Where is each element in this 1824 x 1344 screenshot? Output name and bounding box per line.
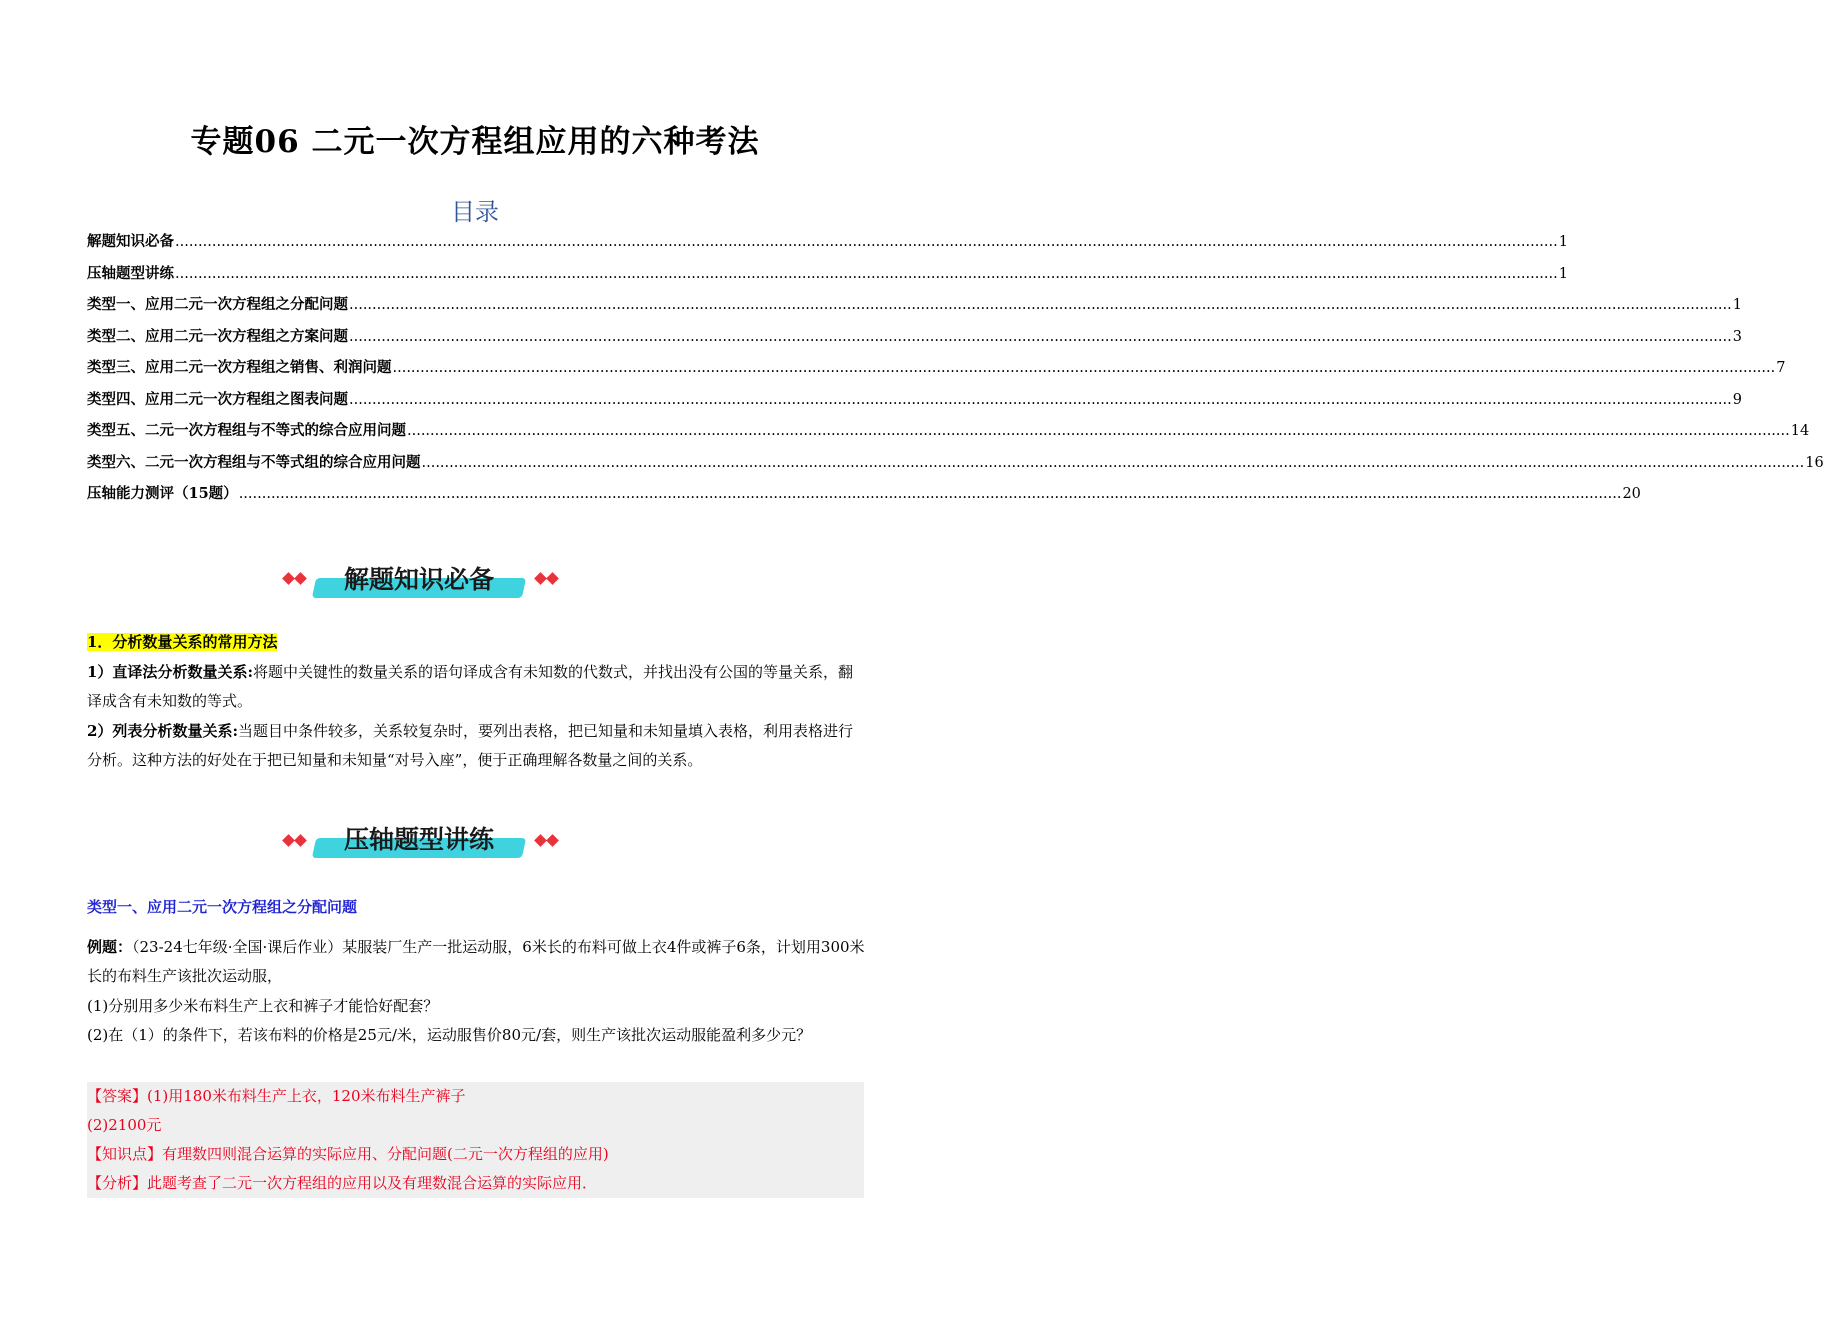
toc-entry[interactable] bbox=[87, 321, 1742, 353]
analysis: 【分析】此题考查了二元一次方程组的应用以及有理数混合运算的实际应用． bbox=[87, 1174, 598, 1192]
toc-entry-page: 16 bbox=[1805, 454, 1824, 471]
toc-leader-dots: ............................................................................................................................................................................................................................................................................................................ bbox=[421, 454, 1805, 471]
toc-entry-label: 类型四、应用二元一次方程组之图表问题 bbox=[87, 390, 348, 408]
method-paragraph-1: 1）直译法分析数量关系:将题中关键性的数量关系的语句译成含有未知数的代数式，并找出没有公国的等量关系，翻译成含有未知数的等式。 bbox=[87, 662, 853, 710]
toc-entry[interactable] bbox=[87, 415, 1810, 447]
knowledge-section bbox=[87, 628, 865, 776]
diamond-icon bbox=[282, 834, 295, 847]
toc-entry[interactable] bbox=[87, 226, 1568, 258]
toc-entry[interactable] bbox=[87, 478, 1641, 510]
type1-section bbox=[87, 893, 865, 1051]
banner-title: 解题知识必备 bbox=[343, 565, 494, 594]
toc-leader-dots: ............................................................................................................................................................................................................................................................................................................ bbox=[238, 486, 1622, 502]
toc-entry[interactable] bbox=[87, 258, 1568, 290]
toc-entry[interactable] bbox=[87, 447, 1824, 479]
toc-leader-dots: ............................................................................................................................................................................................................................................................................................................ bbox=[392, 360, 1776, 376]
toc-entry-label: 类型二、应用二元一次方程组之方案问题 bbox=[87, 327, 348, 345]
banner-title: 压轴题型讲练 bbox=[343, 825, 494, 854]
toc-entry-label: 压轴能力测评（15题） bbox=[87, 485, 238, 502]
toc-entry-label: 类型六、二元一次方程组与不等式组的综合应用问题 bbox=[87, 453, 421, 471]
diamond-icon bbox=[546, 572, 559, 585]
toc-entry-page: 9 bbox=[1732, 391, 1742, 408]
diamond-icon bbox=[534, 834, 547, 847]
answer-box bbox=[87, 1082, 864, 1198]
toc-entry-label: 类型三、应用二元一次方程组之销售、利润问题 bbox=[87, 359, 392, 376]
toc-leader-dots: ............................................................................................................................................................................................................................................................................................................ bbox=[349, 297, 1732, 313]
diamond-icon bbox=[282, 572, 295, 585]
method-paragraph-2: 2）列表分析数量关系:当题目中条件较多，关系较复杂时，要列出表格，把已知量和未知量填入表格，利用表格进行分析。这种方法的好处在于把已知量和未知量“对号入座”，便于正确理解各数量之间的关系。 bbox=[87, 721, 853, 769]
toc-entry-label: 解题知识必备 bbox=[87, 233, 174, 250]
toc-leader-dots: ............................................................................................................................................................................................................................................................................................................ bbox=[349, 328, 1732, 345]
knowledge-heading: 1．分析数量关系的常用方法 bbox=[87, 633, 278, 651]
section-banner-knowledge bbox=[278, 556, 560, 606]
diamond-icon bbox=[546, 834, 559, 847]
toc-heading: 目录 bbox=[451, 198, 499, 226]
question-1: (1)分别用多少米布料生产上衣和裤子才能恰好配套？ bbox=[87, 996, 439, 1015]
answer-line-2: (2)2100元 bbox=[87, 1116, 162, 1134]
type1-heading: 类型一、应用二元一次方程组之分配问题 bbox=[87, 898, 358, 916]
diamond-icon bbox=[294, 834, 307, 847]
toc-entry-label: 类型一、应用二元一次方程组之分配问题 bbox=[87, 296, 348, 313]
toc-entry-page: 14 bbox=[1790, 423, 1810, 439]
page-title: 专题06 二元一次方程组应用的六种考法 bbox=[190, 124, 760, 160]
toc-entry-page: 7 bbox=[1776, 360, 1786, 376]
toc-leader-dots: ............................................................................................................................................................................................................................................................................................................ bbox=[175, 265, 1558, 282]
diamond-icon bbox=[534, 572, 547, 585]
toc-entry-page: 20 bbox=[1622, 486, 1641, 502]
toc-entry-label: 压轴题型讲练 bbox=[87, 264, 174, 282]
toc-entry-page: 1 bbox=[1558, 265, 1568, 282]
toc-entry[interactable] bbox=[87, 384, 1742, 416]
question-2: (2)在（1）的条件下，若该布料的价格是25元/米，运动服售价80元/套，则生产该批次运动服能盈利多少元？ bbox=[87, 1026, 812, 1044]
toc-entry-page: 1 bbox=[1558, 234, 1568, 250]
toc-entry-page: 3 bbox=[1732, 328, 1742, 345]
toc-leader-dots: ............................................................................................................................................................................................................................................................................................................ bbox=[407, 423, 1790, 439]
table-of-contents bbox=[87, 226, 1824, 510]
toc-entry-page: 1 bbox=[1732, 297, 1742, 313]
toc-entry[interactable] bbox=[87, 352, 1786, 384]
diamond-icon bbox=[294, 572, 307, 585]
toc-entry-label: 类型五、二元一次方程组与不等式的综合应用问题 bbox=[87, 422, 406, 439]
example-paragraph: 例题：（23-24七年级·全国·课后作业）某服装厂生产一批运动服，6米长的布料可做上衣4件或裤子6条，计划用300米长的布料生产该批次运动服， bbox=[87, 937, 865, 985]
toc-leader-dots: ............................................................................................................................................................................................................................................................................................................ bbox=[349, 391, 1732, 408]
toc-leader-dots: ............................................................................................................................................................................................................................................................................................................ bbox=[175, 234, 1558, 250]
toc-entry[interactable] bbox=[87, 289, 1742, 321]
answer-line-1: 【答案】(1)用180米布料生产上衣，120米布料生产裤子 bbox=[87, 1087, 466, 1105]
section-banner-practice bbox=[278, 816, 560, 866]
knowledge-point: 【知识点】有理数四则混合运算的实际应用、分配问题(二元一次方程组的应用) bbox=[87, 1145, 609, 1163]
